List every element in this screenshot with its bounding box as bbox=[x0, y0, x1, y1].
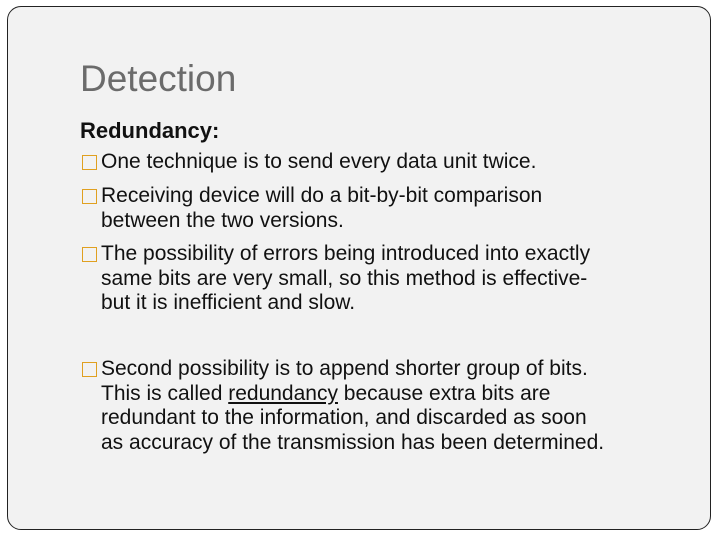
bullet-line: Second possibility is to append shorter group of bits. bbox=[101, 357, 588, 380]
bullet-line: Receiving device will do a bit-by-bit comparison bbox=[101, 184, 543, 207]
bullet-item bbox=[80, 357, 604, 455]
bullet-item bbox=[80, 150, 536, 175]
bullet-line: The possibility of errors being introduced into exactly bbox=[101, 242, 591, 265]
underlined-term: redundancy bbox=[228, 381, 338, 405]
bullet-square-icon bbox=[82, 189, 97, 204]
bullet-square-icon bbox=[82, 155, 97, 170]
bullet-line: redundant to the information, and discarded as soon bbox=[101, 406, 587, 429]
section-heading: Redundancy: bbox=[80, 118, 220, 143]
bullet-item bbox=[80, 242, 590, 316]
bullet-line: One technique is to send every data unit twice. bbox=[101, 150, 537, 173]
bullet-square-icon bbox=[82, 362, 97, 377]
bullet-line-prefix: This is called bbox=[101, 381, 229, 405]
slide-title: Detection bbox=[80, 58, 237, 99]
bullet-line-suffix: because extra bits are bbox=[337, 381, 551, 405]
bullet-line: between the two versions. bbox=[101, 208, 344, 232]
bullet-line: but it is inefficient and slow. bbox=[101, 291, 356, 314]
bullet-line: as accuracy of the transmission has been determined. bbox=[101, 430, 605, 454]
bullet-item bbox=[80, 184, 542, 233]
bullet-square-icon bbox=[82, 247, 97, 262]
bullet-line bbox=[101, 382, 604, 407]
bullet-line: same bits are very small, so this method is effective- bbox=[101, 266, 588, 290]
